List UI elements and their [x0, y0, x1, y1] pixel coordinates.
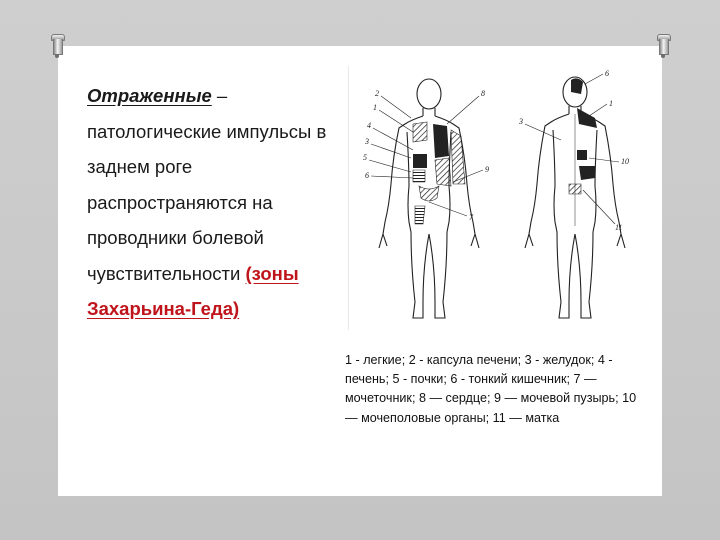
back-label: 10 — [621, 157, 629, 166]
pin-icon — [656, 34, 670, 58]
front-label: 5 — [363, 153, 367, 162]
back-label: 11 — [615, 223, 623, 232]
text-body: патологические импульсы в заднем роге распространяются на проводники болевой чувствительности — [87, 120, 327, 284]
back-zones — [569, 78, 597, 194]
front-label: 4 — [367, 121, 371, 130]
figure-caption: 1 - легкие; 2 - капсула печени; 3 - желудок; 4 - печень; 5 - почки; 6 - тонкий кишечник; 7 — мочеточник; 8 — сердце; 9 — мочевой пузырь; 10 — мочеполовые органы; 11 — матка — [345, 353, 637, 425]
front-zones — [413, 122, 465, 224]
back-label: 6 — [605, 69, 609, 78]
front-label: 6 — [365, 171, 369, 180]
back-label: 1 — [609, 99, 613, 108]
text-dash: – — [211, 85, 228, 106]
zones-figure — [348, 66, 657, 330]
main-text — [87, 78, 345, 327]
back-body — [525, 77, 625, 318]
front-label: 1 — [373, 103, 377, 112]
back-leaders — [525, 74, 619, 224]
front-label: 9 — [485, 165, 489, 174]
term-zones: (зоны Захарьина-Геда) — [87, 262, 299, 319]
front-label: 8 — [481, 89, 485, 98]
back-labels — [518, 69, 629, 232]
pin-icon — [50, 34, 64, 58]
front-label: 3 — [365, 137, 369, 146]
front-label: 2 — [375, 89, 379, 98]
back-label: 3 — [519, 117, 523, 126]
front-label: 7 — [469, 213, 473, 222]
term-reflected: Отраженные — [87, 85, 212, 106]
body-zones-illustration — [349, 66, 657, 330]
